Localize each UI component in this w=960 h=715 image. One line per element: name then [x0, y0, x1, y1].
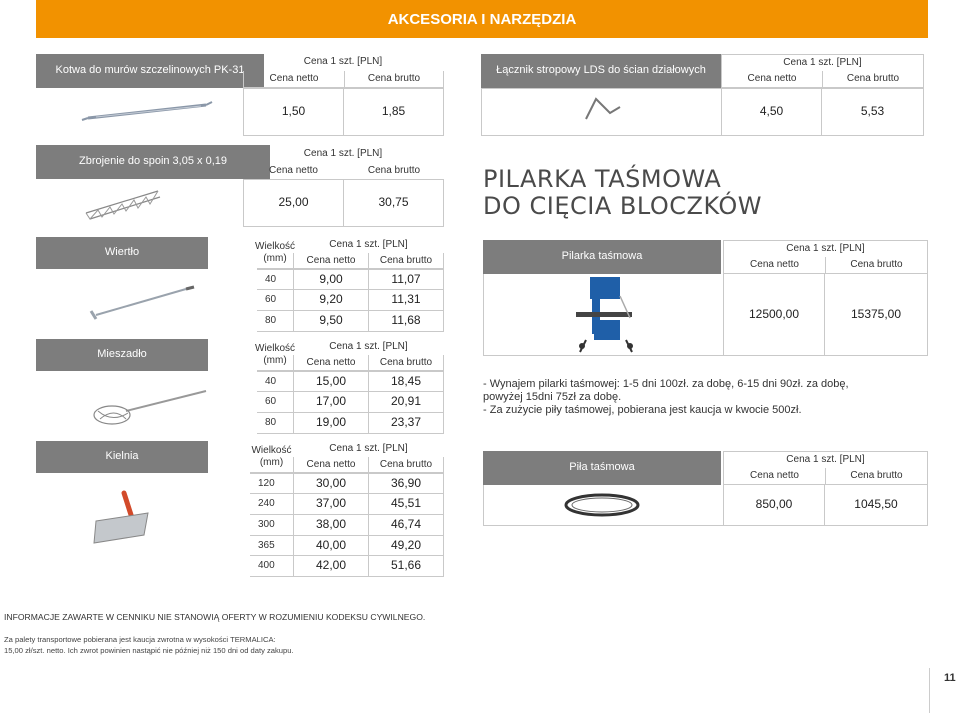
size-cell: 80 [257, 311, 293, 332]
price-netto: 9,50 [293, 311, 368, 332]
size-cell: 240 [250, 494, 293, 515]
col-netto: Cena netto [723, 468, 825, 485]
price-netto: 25,00 [243, 179, 344, 227]
price-brutto: 11,68 [368, 311, 444, 332]
price-brutto: 46,74 [368, 515, 444, 536]
price-netto: 12500,00 [723, 274, 825, 356]
price-brutto: 1,85 [344, 88, 444, 136]
price-netto: 40,00 [293, 536, 368, 556]
price-header: Cena 1 szt. [PLN] [303, 147, 383, 159]
price-header: Cena 1 szt. [PLN] [329, 239, 408, 251]
col-netto: Cena netto [293, 355, 368, 371]
price-netto: 9,20 [293, 290, 368, 311]
bandsaw-image [483, 274, 723, 356]
product-name: Mieszadło [36, 339, 208, 371]
col-brutto: Cena brutto [822, 71, 924, 88]
col-brutto: Cena brutto [367, 164, 421, 176]
product-name: Piła taśmowa [483, 451, 721, 485]
price-netto: 4,50 [721, 88, 822, 136]
note-line: - Za zużycie piły taśmowej, pobierana jest kaucja w kwocie 500zł. [483, 404, 802, 416]
price-netto: 42,00 [293, 556, 368, 577]
footer-note: Za palety transportowe pobierana jest kaucja zwrotna w wysokości TERMALICA: 15,00 zł/szt. netto. Ich zwrot powinien nastąpić nie później niż 150 dni od daty zakupu. [4, 635, 294, 655]
price-brutto: 45,51 [368, 494, 444, 515]
price-netto: 15,00 [293, 371, 368, 392]
price-brutto: 20,91 [368, 392, 444, 413]
price-brutto: 30,75 [344, 179, 444, 227]
size-cell: 300 [250, 515, 293, 536]
note-line: powyżej 15dni 75zł za dobę. [483, 391, 622, 403]
col-netto: Cena netto [721, 71, 822, 88]
trowel-image [36, 473, 250, 573]
size-cell: 365 [250, 536, 293, 556]
price-header: Cena 1 szt. [PLN] [329, 341, 408, 353]
product-name: Łącznik stropowy LDS do ścian działowych [481, 54, 721, 88]
product-name: Pilarka taśmowa [483, 240, 721, 274]
col-brutto: Cena brutto [368, 355, 444, 371]
connector-image [481, 88, 721, 136]
price-brutto: 1045,50 [825, 485, 928, 526]
size-cell: 40 [257, 371, 293, 392]
price-brutto: 15375,00 [825, 274, 928, 356]
size-cell: 120 [250, 473, 293, 494]
col-netto: Cena netto [269, 164, 318, 176]
price-netto: 17,00 [293, 392, 368, 413]
price-netto: 9,00 [293, 269, 368, 290]
price-brutto: 11,31 [368, 290, 444, 311]
price-netto: 19,00 [293, 413, 368, 434]
col-brutto: Cena brutto [825, 257, 928, 274]
price-brutto: 18,45 [368, 371, 444, 392]
col-size: Wielkość (mm) [257, 339, 293, 371]
mixer-image [36, 371, 256, 433]
size-cell: 40 [257, 269, 293, 290]
price-header: Cena 1 szt. [PLN] [723, 451, 928, 468]
price-brutto: 11,07 [368, 269, 444, 290]
anchor-image [36, 88, 244, 136]
price-netto: 37,00 [293, 494, 368, 515]
price-brutto: 5,53 [822, 88, 924, 136]
disclaimer: INFORMACJE ZAWARTE W CENNIKU NIE STANOWIĄ OFERTY W ROZUMIENIU KODEKSU CYWILNEGO. [4, 612, 426, 622]
col-netto: Cena netto [293, 253, 368, 269]
price-header: Cena 1 szt. [PLN] [721, 54, 924, 71]
price-brutto: 23,37 [368, 413, 444, 434]
size-cell: 60 [257, 290, 293, 311]
section-heading: PILARKA TAŚMOWA DO CIĘCIA BLOCZKÓW [483, 165, 762, 220]
price-brutto: 51,66 [368, 556, 444, 577]
price-brutto: 49,20 [368, 536, 444, 556]
page-number: 11 [944, 672, 956, 684]
section-banner: AKCESORIA I NARZĘDZIA [36, 0, 928, 38]
rental-notes [483, 378, 849, 417]
size-cell: 80 [257, 413, 293, 434]
price-netto: 30,00 [293, 473, 368, 494]
col-brutto: Cena brutto [368, 457, 444, 473]
col-size: Wielkość (mm) [250, 441, 293, 473]
col-size: Wielkość (mm) [257, 237, 293, 269]
price-netto: 850,00 [723, 485, 825, 526]
col-brutto: Cena brutto [344, 71, 444, 88]
size-cell: 60 [257, 392, 293, 413]
col-netto: Cena netto [243, 71, 344, 88]
drill-image [36, 269, 256, 331]
page-divider [929, 668, 930, 713]
note-line: - Wynajem pilarki taśmowej: 1-5 dni 100zł. za dobę, 6-15 dni 90zł. za dobę, [483, 378, 849, 390]
col-netto: Cena netto [293, 457, 368, 473]
price-netto: 1,50 [243, 88, 344, 136]
price-brutto: 36,90 [368, 473, 444, 494]
product-name: Zbrojenie do spoin 3,05 x 0,19 [36, 145, 270, 179]
product-name: Kielnia [36, 441, 208, 473]
size-cell: 400 [250, 556, 293, 577]
col-netto: Cena netto [723, 257, 825, 274]
col-brutto: Cena brutto [368, 253, 444, 269]
price-netto: 38,00 [293, 515, 368, 536]
price-header: Cena 1 szt. [PLN] [329, 443, 408, 455]
price-header: Cena 1 szt. [PLN] [723, 240, 928, 257]
saw-blade-image [483, 485, 723, 526]
price-header: Cena 1 szt. [PLN] [303, 56, 383, 67]
reinforcement-image [36, 179, 244, 227]
col-brutto: Cena brutto [825, 468, 928, 485]
product-name: Wiertło [36, 237, 208, 269]
product-name: Kotwa do murów szczelinowych PK-31 [36, 54, 264, 88]
